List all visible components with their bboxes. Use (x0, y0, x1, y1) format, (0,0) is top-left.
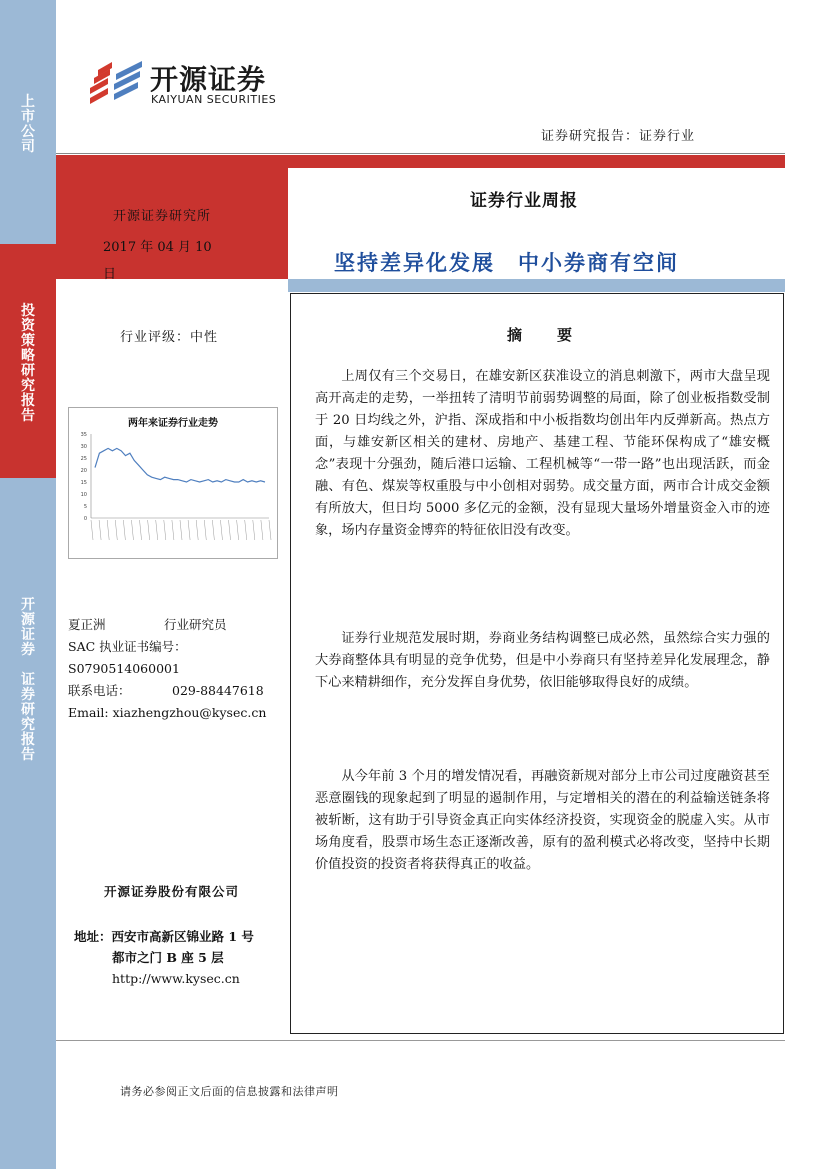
header-band-bottom (288, 279, 785, 292)
chart-title: 两年来证券行业走势 (128, 418, 218, 429)
summary-paragraph-2: 证券行业规范发展时期，券商业务结构调整已成必然，虽然综合实力强的大券商整体具有明显的竞争优势，但是中小券商只有坚持差异化发展理念，静下心来精耕细作，充分发挥自身优势，依旧能够取得良好的成绩。 (315, 631, 770, 690)
trend-chart (68, 407, 278, 559)
x-tick-mark (91, 520, 93, 540)
header-divider (56, 153, 785, 154)
x-tick-mark (188, 520, 190, 540)
company-address (74, 926, 286, 989)
y-tick-label: 35 (80, 432, 87, 438)
x-tick-mark (261, 520, 263, 540)
sidebar-strip-bottom (0, 478, 56, 1169)
analyst-name: 夏正洲 (68, 617, 106, 632)
x-tick-mark (140, 520, 142, 540)
x-tick-mark (131, 520, 133, 540)
institute-name: 开源证券研究所 (113, 209, 212, 224)
company-url[interactable]: http://www.kysec.cn (112, 971, 240, 986)
address-line-1: 地址：西安市高新区锦业路 1 号 (74, 929, 254, 944)
x-tick-mark (204, 520, 206, 540)
industry-rating: 行业评级：中性 (120, 330, 219, 345)
y-tick-label: 10 (80, 492, 87, 498)
x-tick-mark (164, 520, 166, 540)
x-tick-mark (156, 520, 158, 540)
sidebar-label-bottom: 开 源 证 券 证 券 研 究 报 告 (21, 597, 35, 763)
y-tick-label: 25 (80, 456, 87, 462)
logo-name-en: KAIYUAN SECURITIES (151, 93, 277, 106)
summary-paragraph-1: 上周仅有三个交易日，在雄安新区获准设立的消息刺激下，两市大盘呈现高开高走的走势，一举扭转了清明节前弱势调整的局面，除了创业板指数受制于 20 日均线之外，沪指、深成指和中小板指数均创出年内反弹新高。热点方面，与雄安新区相关的建材、房地产、基建工程、节能环保构成了“雄安概念”表现十分强劲，随后港口运输、工程机械等“一带一路”也出现活跃，而金融、有色、煤炭等权重股与中小创相对弱势。成交量方面，两市合计成交金额有所放大，但日均 5000 多亿元的金额，没有显现大量场外增量资金入市的迹象，场内存量资金博弈的特征依旧没有改变。 (315, 369, 770, 538)
page-title: 坚持差异化发展 中小券商有空间 (334, 251, 679, 275)
x-tick-mark (220, 520, 222, 540)
phone-number: 029-88447618 (172, 683, 264, 698)
y-tick-label: 15 (80, 480, 87, 486)
summary-heading: 摘 要 (507, 326, 583, 344)
x-tick-mark (107, 520, 109, 540)
header-band-top (288, 155, 785, 168)
y-tick-label: 20 (80, 468, 87, 474)
x-tick-mark (237, 520, 239, 540)
sidebar-label-middle: 投 资 策 略 研 究 报 告 (21, 303, 35, 424)
sac-label: SAC 执业证书编号： (68, 639, 187, 654)
disclaimer: 请务必参阅正文后面的信息披露和法律声明 (120, 1085, 339, 1098)
analyst-email[interactable]: Email: xiazhengzhou@kysec.cn (68, 705, 267, 720)
x-tick-mark (180, 520, 182, 540)
company-name: 开源证券股份有限公司 (104, 884, 240, 899)
phone-label: 联系电话： (68, 683, 131, 698)
x-tick-mark (196, 520, 198, 540)
x-tick-mark (229, 520, 231, 540)
y-tick-label: 5 (83, 504, 87, 510)
footer-divider (56, 1040, 785, 1041)
x-tick-mark (99, 520, 101, 540)
analyst-title: 行业研究员 (164, 617, 227, 632)
x-tick-mark (115, 520, 117, 540)
series-line-0 (95, 448, 265, 482)
y-tick-label: 30 (80, 444, 87, 450)
address-line-2: 都市之门 B 座 5 层 (112, 950, 224, 965)
logo-name-cn: 开源证券 (150, 63, 267, 96)
x-tick-mark (123, 520, 125, 540)
sidebar-label-top: 上 市 公 司 (21, 94, 35, 155)
x-tick-mark (148, 520, 150, 540)
x-tick-mark (253, 520, 255, 540)
x-tick-mark (172, 520, 174, 540)
sac-number: S0790514060001 (68, 661, 180, 676)
report-type: 证券研究报告：证券行业 (541, 129, 696, 144)
analyst-info (68, 614, 266, 724)
summary-paragraph-3: 从今年前 3 个月的增发情况看，再融资新规对部分上市公司过度融资甚至恶意圈钱的现象起到了明显的遏制作用，与定增相关的潜在的利益输送链条将被斩断，这有助于引导资金真正向实体经济投资，实现资金的脱虚入实。从市场角度看，股票市场生态正逐渐改善，原有的盈利模式必将改变，坚持中长期价值投资的投资者将获得真正的收益。 (315, 769, 770, 872)
kaiyuan-logo-icon (88, 58, 148, 110)
x-tick-mark (269, 520, 271, 540)
chart-plot (69, 428, 277, 558)
weekly-title: 证券行业周报 (470, 191, 578, 211)
y-tick-label: 0 (83, 516, 87, 522)
x-tick-mark (212, 520, 214, 540)
report-date: 2017 年 04 月 10 日 (103, 240, 212, 282)
x-tick-mark (245, 520, 247, 540)
